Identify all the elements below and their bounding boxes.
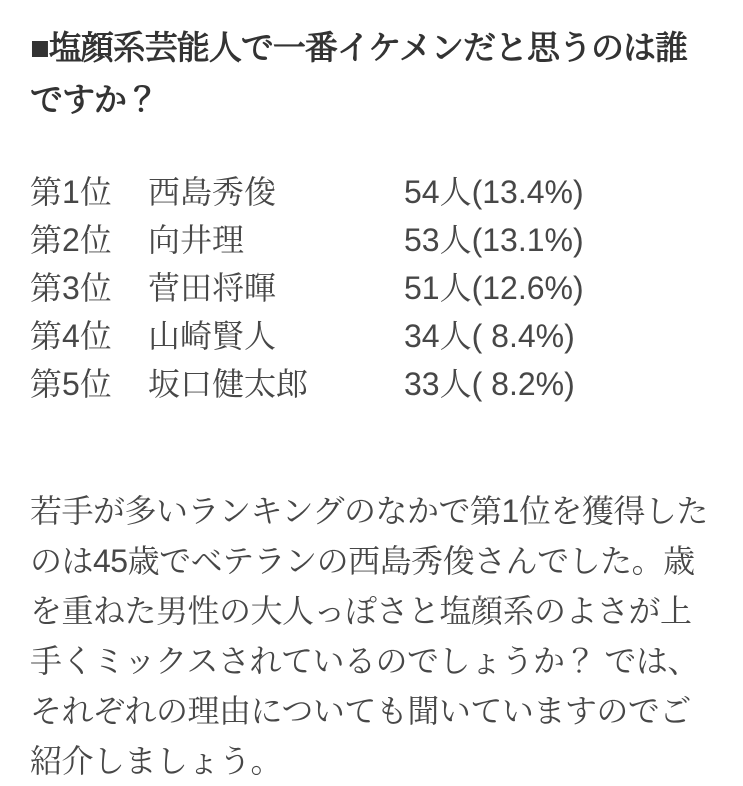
celebrity-name: 西島秀俊 [148,174,277,210]
vote-result: 54人(13.4%) [404,174,584,210]
ranking-row [30,312,715,360]
rank-label: 第3位 [30,270,112,306]
ranking-list [30,168,715,408]
vote-result: 53人(13.1%) [404,222,584,258]
ranking-row [30,360,715,408]
article-paragraph: 若手が多いランキングのなかで第1位を獲得したのは45歳でベテランの西島秀俊さんでした。歳を重ねた男性の大人っぽさと塩顔系のよさが上手くミックスされているのでしょうか？ では、それぞれの理由についても聞いていますのでご紹介しましょう。 [30,493,708,779]
ranking-row [30,168,715,216]
celebrity-name: 菅田将暉 [148,270,277,306]
article-heading: ■塩顔系芸能人で一番イケメンだと思うのは誰ですか？ [30,29,687,118]
celebrity-name: 坂口健太郎 [148,366,309,402]
rank-label: 第4位 [30,318,112,354]
celebrity-name: 山崎賢人 [148,318,277,354]
rank-label: 第2位 [30,222,112,258]
rank-label: 第1位 [30,174,112,210]
celebrity-name: 向井理 [148,222,245,258]
rank-label: 第5位 [30,366,112,402]
vote-result: 33人( 8.2%) [404,366,575,402]
ranking-row [30,216,715,264]
ranking-row [30,264,715,312]
vote-result: 51人(12.6%) [404,270,584,306]
vote-result: 34人( 8.4%) [404,318,575,354]
